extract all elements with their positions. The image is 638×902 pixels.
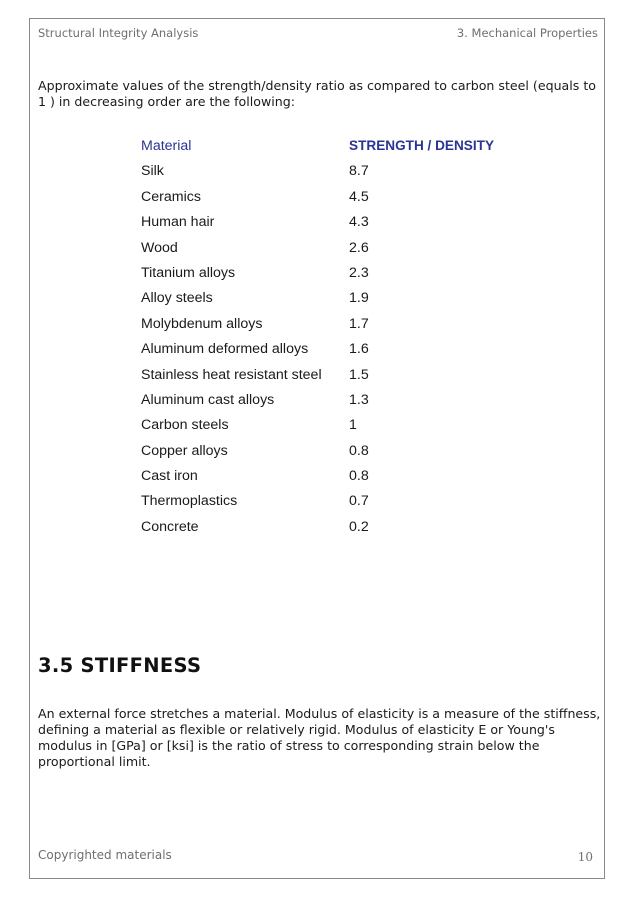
strength-density-value: 4.3: [349, 214, 369, 231]
strength-density-value: 1: [349, 417, 357, 434]
table-row: [141, 389, 521, 414]
table-row: [141, 262, 521, 287]
header-document-title: Structural Integrity Analysis: [38, 26, 199, 40]
header-chapter-title: 3. Mechanical Properties: [456, 26, 598, 40]
material-name: Silk: [141, 163, 164, 180]
material-name: Stainless heat resistant steel: [141, 366, 322, 383]
strength-density-value: 1.9: [349, 290, 369, 307]
material-name: Alloy steels: [141, 290, 213, 307]
table-row: [141, 338, 521, 363]
section-heading: 3.5 STIFFNESS: [38, 654, 202, 677]
material-name: Cast iron: [141, 468, 198, 485]
material-name: Titanium alloys: [141, 264, 236, 281]
column-header-material: Material: [141, 138, 192, 154]
strength-density-value: 4.5: [349, 188, 369, 205]
table-row: [141, 490, 521, 515]
table-row: [141, 465, 521, 490]
table-row: [141, 160, 521, 185]
table-row: [141, 414, 521, 439]
section-body-paragraph: An external force stretches a material. Modulus of elasticity is a measure of the stiffness, defining a material as flexible or relatively rigid. Modulus of elasticity E or Young's modulus in [GPa] or [ksi] is the ratio of stress to corresponding strain below the proportional limit.: [38, 706, 601, 769]
page-number: 10: [577, 850, 593, 864]
table-row: [141, 211, 521, 236]
table-row: [141, 440, 521, 465]
strength-density-value: 0.7: [349, 493, 369, 510]
material-name: Molybdenum alloys: [141, 315, 263, 332]
table-row: [141, 364, 521, 389]
table-row: [141, 313, 521, 338]
material-name: Copper alloys: [141, 442, 228, 459]
material-name: Human hair: [141, 214, 215, 231]
strength-density-value: 1.6: [349, 341, 369, 358]
table-row: [141, 237, 521, 262]
strength-density-value: 1.5: [349, 366, 369, 383]
table-body: [141, 160, 521, 541]
footer-copyright: Copyrighted materials: [38, 848, 172, 862]
material-name: Carbon steels: [141, 417, 229, 434]
strength-density-value: 0.8: [349, 468, 369, 485]
material-name: Ceramics: [141, 188, 201, 205]
strength-density-value: 1.3: [349, 391, 369, 408]
page-header: [38, 26, 598, 44]
table-row: [141, 186, 521, 211]
strength-density-value: 2.3: [349, 264, 369, 281]
strength-density-value: 2.6: [349, 239, 369, 256]
column-header-strength-density: STRENGTH / DENSITY: [349, 138, 495, 153]
material-name: Aluminum cast alloys: [141, 391, 275, 408]
table-row: [141, 516, 521, 541]
strength-density-value: 1.7: [349, 315, 369, 332]
material-name: Thermoplastics: [141, 493, 238, 510]
strength-density-value: 8.7: [349, 163, 369, 180]
strength-density-table: [141, 135, 521, 541]
table-row: [141, 287, 521, 312]
material-name: Concrete: [141, 518, 199, 535]
material-name: Wood: [141, 239, 178, 256]
strength-density-value: 0.2: [349, 518, 369, 535]
table-header-row: [141, 135, 521, 160]
intro-paragraph: Approximate values of the strength/density ratio as compared to carbon steel (equals to 1 ) in decreasing order are the following:: [38, 78, 596, 109]
strength-density-value: 0.8: [349, 442, 369, 459]
material-name: Aluminum deformed alloys: [141, 341, 309, 358]
